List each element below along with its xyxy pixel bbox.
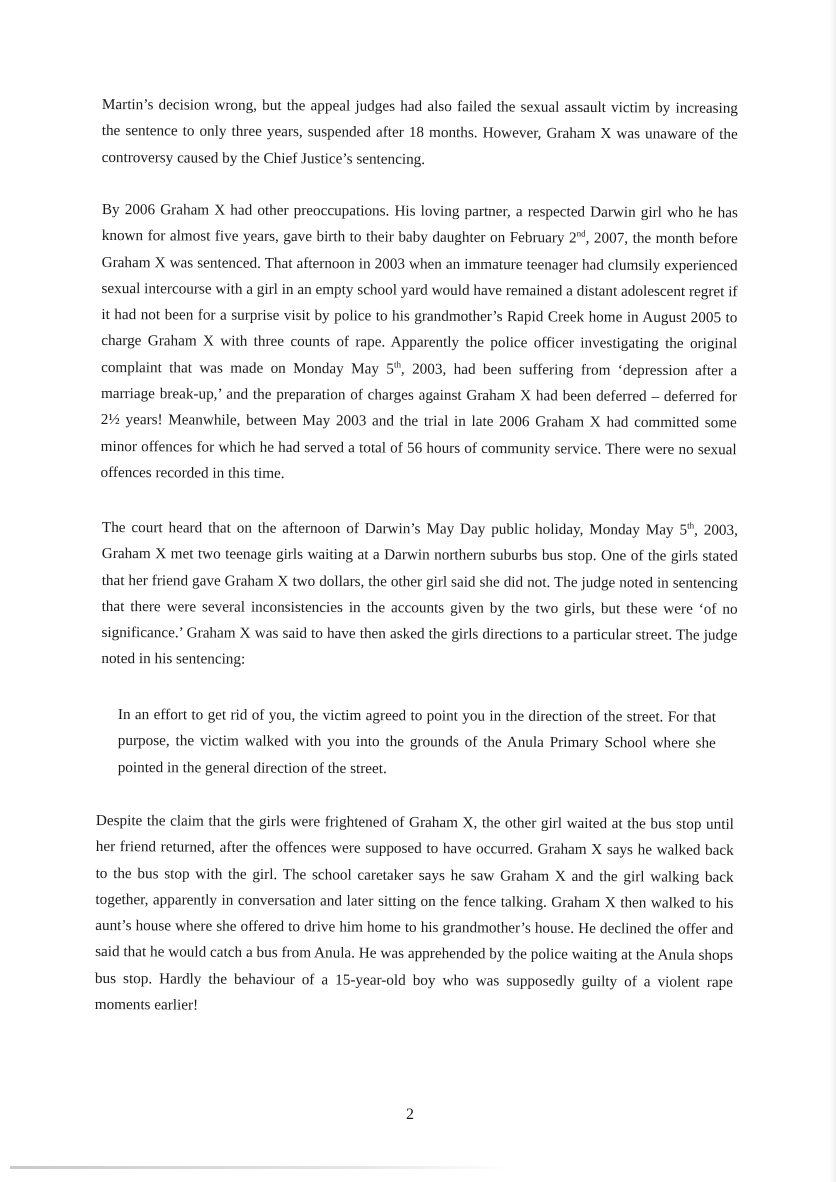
paragraph-preoccupations-text-2: , 2007, the month before Graham X was sentenced. That afternoon in 2003 when an immature teenager had clumsily experienced sexual intercourse with a girl in an empty school yard would have remained a distant adolescent regret if it had not been for a surprise visit by police to his grandmother’s Rapid Creek home in August 2005 to charge Graham X with three counts of rape. Apparently the police officer investigating the original complaint that was made on Monday May 5 — [101, 229, 738, 378]
paragraph-court-heard-text-2: , 2003, Graham X met two teenage girls waiting at a Darwin northern suburbs bus stop. One of the girls stated that her friend gave Graham X two dollars, the other girl said she did not. The judge noted in sentencing that there were several inconsistencies in the accounts given by the two girls, but these were ‘of no significance.’ Graham X was said to have then asked the girls directions to a particular street. The judge noted in his sentencing: — [101, 521, 738, 669]
scan-right-edge — [830, 0, 836, 1182]
ordinal-suffix: th — [393, 359, 401, 370]
paragraph-court-heard — [101, 515, 738, 676]
scan-edge-shadow — [10, 1166, 510, 1169]
sentencing-quote: In an effort to get rid of you, the victim agreed to point you in the direction of the street. For that purpose, the victim walked with you into the grounds of the Anula Primary School where she pointed in the general direction of the street. — [117, 705, 716, 777]
paragraph-appeal-sentence: Martin’s decision wrong, but the appeal judges had also failed the sexual assault victim by increasing the sentence to only three years, suspended after 18 months. However, Graham X was unaware of the controversy caused by the Chief Justice’s sentencing. — [101, 95, 738, 168]
paragraph-preoccupations-text-3: , 2003, had been suffering from ‘depression after a marriage break-up,’ and the preparation of charges against Graham X had been deferred – deferred for 2½ years! Meanwhile, between May 2003 and the trial in late 2006 Graham X had committed some minor offences for which he had served a total of 56 hours of community service. There were no sexual offences recorded in this time. — [100, 360, 738, 482]
paragraph-court-heard-text-1: The court heard that on the afternoon of Darwin’s May Day public holiday, Monday May 5 — [101, 518, 688, 539]
paragraph-preoccupations — [100, 197, 738, 490]
ordinal-suffix: nd — [576, 228, 586, 239]
paragraph-preoccupations-text-1: By 2006 Graham X had other preoccupations. His loving partner, a respected Darwin girl who he has known for almost five years, gave birth to their baby daughter on February 2 — [101, 200, 738, 247]
page-number: 2 — [406, 1106, 414, 1123]
ordinal-suffix: th — [687, 520, 695, 531]
paragraph-despite-claim: Despite the claim that the girls were frightened of Graham X, the other girl waited at the bus stop until her friend returned, after the offences were supposed to have occurred. Graham X says he walked back to the bus stop with the girl. The school caretaker says he saw Graham X and the girl walking back together, apparently in conversation and later sitting on the fence talking. Graham X then walked to his aunt’s house where she offered to drive him home to his grandmother’s house. He declined the offer and said that he would catch a bus from Anula. He was apprehended by the police waiting at the Anula shops bus stop. Hardly the behaviour of a 15-year-old boy who was supposedly guilty of a violent rape moments earlier! — [94, 811, 734, 1014]
